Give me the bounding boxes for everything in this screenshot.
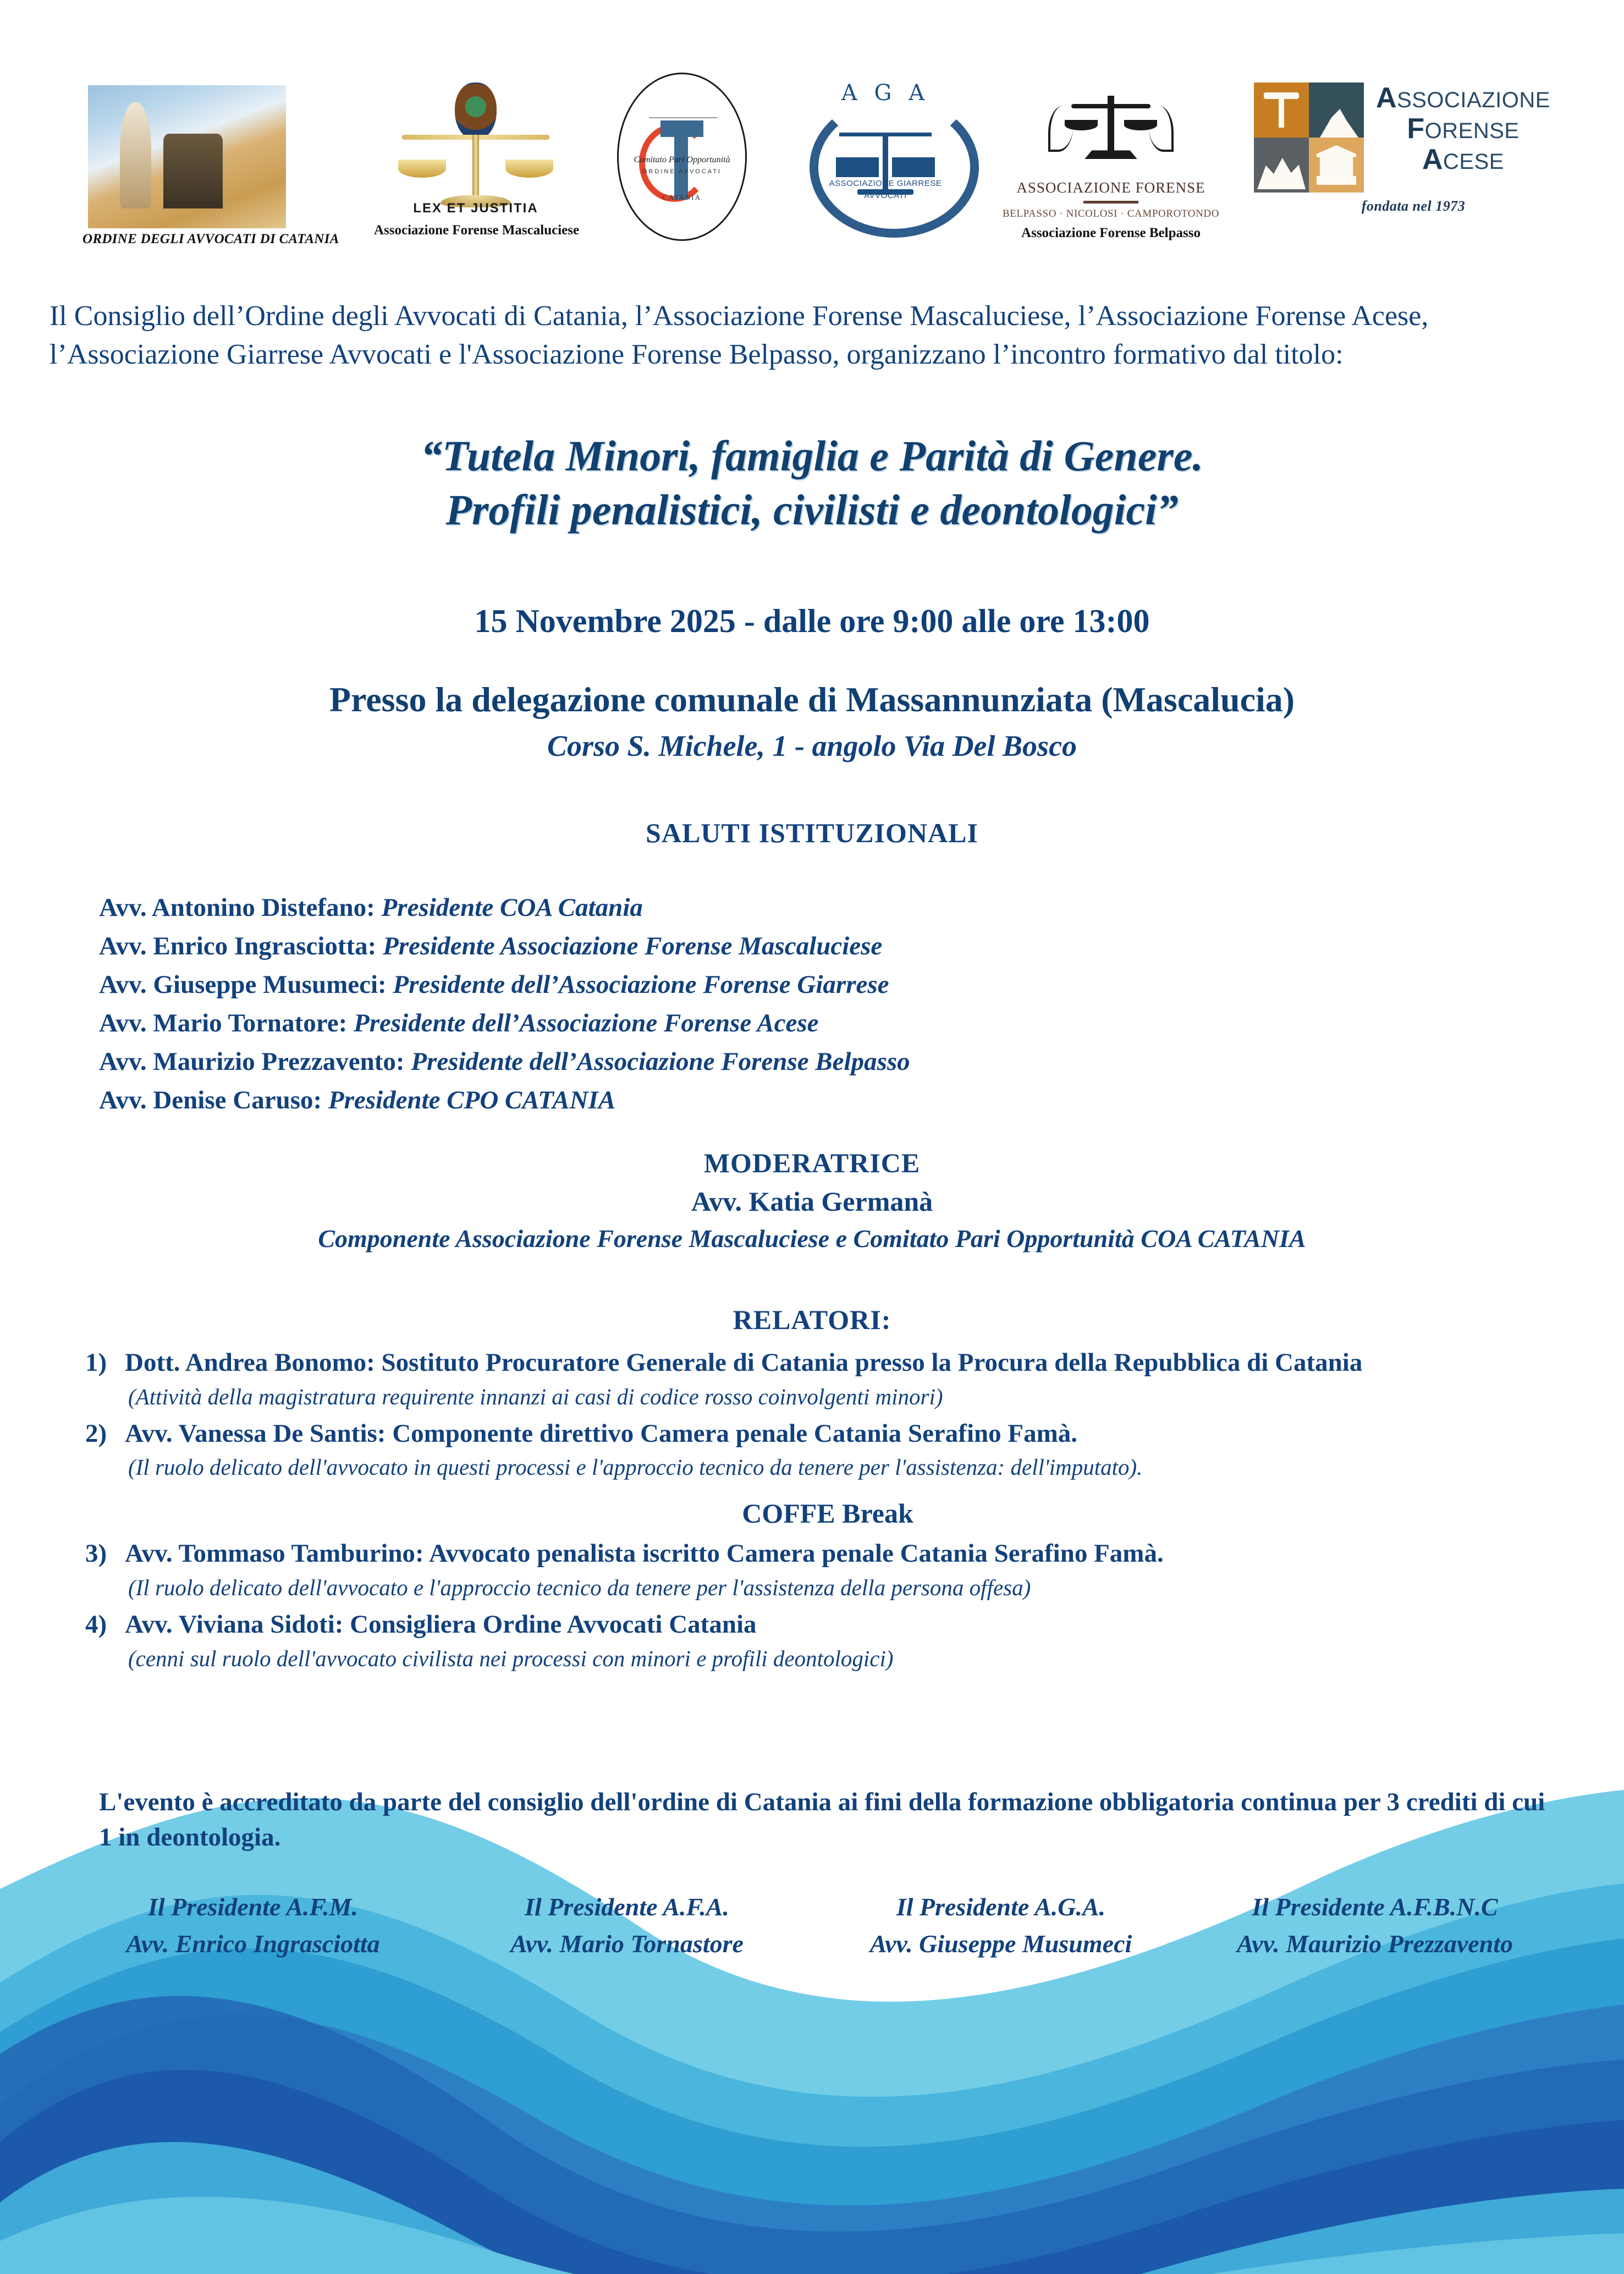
logo-comitato-pari-opportunita [599, 73, 764, 241]
saluti-name: Avv. Giuseppe Musumeci: [99, 970, 387, 999]
signature-name: Avv. Maurizio Prezzavento [1236, 1930, 1513, 1958]
saluti-role: Presidente dell’Associazione Forense Acese [354, 1009, 819, 1038]
list-item [99, 1004, 1529, 1042]
quadrant-scales [1254, 83, 1309, 138]
golden-scales-icon [388, 80, 564, 217]
relatori-list [85, 1345, 1570, 1677]
afa-line-3 [1376, 144, 1550, 175]
venue-line-2: Corso S. Michele, 1 - angolo Via Del Bosco [547, 729, 1077, 762]
section-heading-relatori: RELATORI: [733, 1304, 891, 1335]
signature-name: Avv. Mario Tornastore [510, 1930, 744, 1958]
section-heading-moderatrice: MODERATRICE [703, 1147, 921, 1178]
accreditation-text: L'evento è accreditato da parte del consiglio dell'ordine di Catania ai fini della formazione obbligatoria continua per 3 crediti di cui 1 in deontologia. [99, 1788, 1545, 1852]
afa-initial-a2: A [1422, 144, 1444, 176]
intro-paragraph: Il Consiglio dell’Ordine degli Avvocati di Catania, l’Associazione Forense Mascaluciese, l’Associazione Forense Acese, l’Associazione Giarrese Avvocati e l'Associazione Forense Belpasso, organizzano l’incontro formativo dal titolo: [49, 300, 1429, 370]
logo-motto: LEX ET JUSTITIA [413, 201, 538, 216]
list-item [85, 1345, 1570, 1413]
signature-block [66, 1892, 440, 1958]
pan-right-shape [505, 160, 553, 178]
afa-initial-a1: A [1376, 82, 1397, 114]
relatore-number: 3) [85, 1539, 107, 1568]
list-item [85, 1607, 1570, 1674]
list-item [99, 927, 1529, 965]
afa-founded: fondata nel 1973 [1361, 198, 1466, 214]
list-item [85, 1416, 1570, 1484]
cpo-title: Comitato Pari Opportunità [634, 155, 730, 164]
logo-associazione-forense-acese [1254, 83, 1573, 215]
relatore-name-role: Avv. Vanessa De Santis: Componente direttivo Camera penale Catania Serafino Famà. [125, 1419, 1078, 1448]
aga-line1: ASSOCIAZIONE GIARRESE [829, 178, 942, 188]
saluti-list [99, 888, 1529, 1119]
relatore-note: (Attività della magistratura requirente innanzi ai casi di codice rosso coinvolgenti minori) [128, 1383, 943, 1409]
logo-ordine-avvocati-catania [82, 85, 339, 247]
relatore-main-row [85, 1345, 1570, 1381]
relatore-note: (Il ruolo delicato dell'avvocato in questi processi e l'approccio tecnico da tenere per l'assistenza: dell'imputato). [128, 1454, 1143, 1480]
list-item [99, 888, 1529, 927]
moderatrice-role: Componente Associazione Forense Mascaluciese e Comitato Pari Opportunità COA CATANIA [318, 1224, 1306, 1253]
justice-watercolour-icon [88, 85, 286, 228]
pan-left-shape [836, 157, 879, 178]
title-line-1: “Tutela Minori, famiglia e Parità di Genere. [421, 432, 1203, 480]
saluti-name: Avv. Mario Tornatore: [99, 1009, 348, 1038]
list-item [85, 1536, 1570, 1603]
aga-line2: AVVOCATI [864, 191, 907, 201]
relatore-note: (Il ruolo delicato dell'avvocato e l'approccio tecnico da tenere per l'assistenza della persona offesa) [128, 1575, 1031, 1601]
relatore-name-role: Dott. Andrea Bonomo: Sostituto Procuratore Generale di Catania presso la Procura della Repubblica di Catania [125, 1348, 1363, 1377]
relatore-main-row [85, 1607, 1570, 1643]
signature-block [1188, 1892, 1562, 1958]
logo-bar [0, 66, 1624, 246]
logo-caption: Associazione Forense Mascaluciese [374, 223, 580, 238]
signature-name: Avv. Enrico Ingrasciotta [126, 1930, 380, 1958]
list-item [99, 1081, 1529, 1119]
belpasso-towns: BELPASSO · NICOLOSI · CAMPOROTONDO [1002, 208, 1220, 219]
afa-rest-2: ORENSE [1424, 119, 1520, 144]
coffee-break-label: COFFE Break [742, 1498, 913, 1529]
base-shape [1084, 150, 1137, 159]
saluti-name: Avv. Denise Caruso: [99, 1086, 322, 1115]
signature-role: Il Presidente A.F.M. [147, 1893, 359, 1921]
venue-line-1: Presso la delegazione comunale di Massannunziata (Mascalucia) [329, 680, 1295, 719]
saluti-name: Avv. Antonino Distefano: [99, 893, 375, 922]
event-title [0, 429, 1624, 537]
saluti-role: Presidente dell’Associazione Forense Giarrese [393, 970, 889, 999]
relatore-main-row [85, 1536, 1570, 1572]
signature-role: Il Presidente A.F.B.N.C [1252, 1893, 1498, 1921]
cpo-city: CATANIA [662, 193, 701, 201]
saluti-role: Presidente dell’Associazione Forense Belpasso [411, 1047, 910, 1076]
saluti-name: Avv. Enrico Ingrasciotta: [99, 932, 377, 961]
saluti-role: Presidente COA Catania [381, 893, 643, 922]
signature-row [66, 1892, 1562, 1958]
title-line-2: Profili penalistici, civilisti e deontologici” [445, 486, 1179, 534]
logo-associazione-forense-mascaluciese [374, 80, 580, 238]
relatore-name-role: Avv. Viviana Sidoti: Consigliera Ordine Avvocati Catania [125, 1610, 757, 1639]
signature-role: Il Presidente A.G.A. [896, 1893, 1106, 1921]
logo-caption: Associazione Forense Belpasso [1021, 226, 1201, 240]
relatore-number: 2) [85, 1419, 107, 1448]
aga-initials: A G A [841, 80, 930, 106]
saluti-role: Presidente Associazione Forense Mascaluciese [383, 932, 883, 961]
event-date-time: 15 Novembre 2025 - dalle ore 9:00 alle ore 13:00 [474, 603, 1150, 639]
afa-rest-3: CESE [1443, 150, 1504, 174]
afa-quadrant-icon [1254, 83, 1364, 193]
logo-associazione-forense-belpasso [995, 78, 1226, 241]
logo-associazione-giarrese-avvocati [792, 77, 979, 231]
crest-shape [455, 83, 497, 140]
afa-initial-f: F [1407, 113, 1425, 145]
saluti-role: Presidente CPO CATANIA [328, 1086, 616, 1115]
relatore-number: 4) [85, 1610, 107, 1639]
afa-rest-1: SSOCIAZIONE [1397, 88, 1550, 112]
belpasso-title: ASSOCIAZIONE FORENSE [1016, 179, 1205, 196]
saluti-name: Avv. Maurizio Prezzavento: [99, 1047, 405, 1076]
afa-line-1 [1376, 83, 1550, 113]
relatore-name-role: Avv. Tommaso Tamburino: Avvocato penalista iscritto Camera penale Catania Serafino Famà. [125, 1539, 1164, 1568]
pan-left-shape [398, 160, 445, 178]
quadrant-statue [1309, 83, 1364, 138]
black-scales-icon [1028, 78, 1193, 177]
post-shape [472, 135, 480, 198]
divider [1083, 201, 1138, 204]
cpo-scales-icon [617, 73, 747, 241]
logo-caption: ORDINE DEGLI AVVOCATI DI CATANIA [82, 232, 339, 246]
pan-right-shape [892, 157, 935, 178]
signature-role: Il Presidente A.F.A. [525, 1893, 729, 1921]
list-item [99, 1042, 1529, 1081]
signature-name: Avv. Giuseppe Musumeci [869, 1930, 1132, 1958]
signature-block [440, 1892, 814, 1958]
section-heading-saluti: SALUTI ISTITUZIONALI [646, 817, 978, 848]
quadrant-mountains [1254, 138, 1309, 193]
signature-block [814, 1892, 1188, 1958]
relatore-note: (cenni sul ruolo dell'avvocato civilista nei processi con minori e profili deontologici) [128, 1645, 894, 1671]
cpo-subtitle: ORDINE AVVOCATI [642, 168, 722, 175]
moderatrice-name: Avv. Katia Germanà [691, 1186, 933, 1217]
list-item [99, 965, 1529, 1004]
laurel-scales-icon [803, 77, 968, 231]
pan-left-shape [1065, 120, 1098, 131]
quadrant-temple [1309, 138, 1364, 193]
relatore-main-row [85, 1416, 1570, 1452]
afa-line-2 [1376, 113, 1550, 144]
relatore-number: 1) [85, 1348, 107, 1377]
post-shape [1108, 96, 1114, 155]
